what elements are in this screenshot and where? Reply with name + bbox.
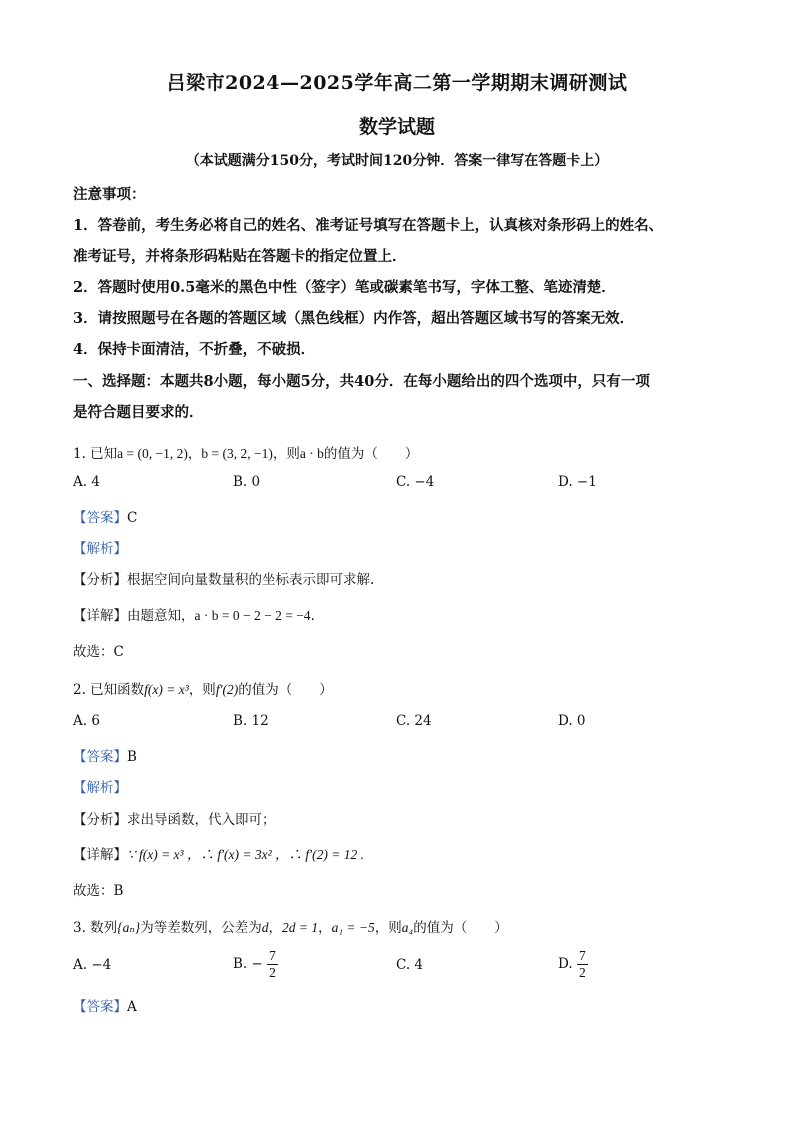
fenxi-tag: 【分析】 [73,812,127,828]
question-3-answer [73,995,137,1015]
fenxi-tag: 【分析】 [73,572,127,588]
exam-note: （本试题满分150分，考试时间120分钟．答案一律写在答题卡上） [185,153,609,169]
question-2-suffix: 的值为（ ） [238,682,333,698]
question-1-fenxi [73,568,374,588]
notice-item-1b: 准考证号，并将条形码粘贴在答题卡的指定位置上． [73,248,407,265]
question-3-suffix: 的值为（ ） [413,920,508,936]
question-3-d: d [261,920,269,935]
question-1-answer [73,506,137,526]
question-2-derivative: f′(2) [215,682,239,697]
question-3-mid-4: ，则 [374,920,402,936]
question-1-detail-math: a · b = 0 − 2 − 2 = −4 [194,608,311,623]
question-2-option-a: A. 6 [73,713,100,729]
notice-heading: 注意事项： [73,186,146,203]
question-3-mid-3: ， [318,920,332,936]
question-3-option-b [233,948,278,981]
question-1-analysis [73,537,127,557]
question-1-detail-suffix: . [310,608,315,624]
question-3-option-b-fraction [267,948,278,981]
question-3-option-d-fraction [577,948,588,981]
question-3-stem [73,916,508,936]
question-3-prefix: 3. 数列 [73,920,118,936]
question-1-option-c: C. −4 [396,474,435,490]
section-1-line-2: 是符合题目要求的． [73,404,204,421]
question-1-stem [73,442,418,462]
question-2-option-d: D. 0 [558,713,586,729]
fraction-numerator: 7 [269,948,276,963]
question-1-fenxi-text: 根据空间向量数量积的坐标表示即可求解. [127,572,375,588]
question-2-fenxi-text: 求出导函数，代入即可； [127,812,276,828]
question-2-analysis [73,776,127,796]
notice-item-4: 4．保持卡面清洁，不折叠，不破损． [73,341,316,358]
question-2-option-c: C. 24 [396,713,432,729]
question-2-fenxi [73,808,276,828]
question-1-suffix: 的值为（ ） [323,446,419,462]
section-1-line-1: 一、选择题：本题共8小题，每小题5分，共40分．在每小题给出的四个选项中，只有一项 [73,373,650,390]
question-1-option-a: A. 4 [73,474,100,490]
question-3-option-d [558,948,588,981]
question-3-mid-1: 为等差数列，公差为 [140,920,262,936]
question-2-detail [73,843,364,863]
question-3-condition-2: a₁ = −5 [331,920,375,935]
question-1-detail-prefix: 由题意知， [127,608,195,624]
question-2-answer [73,745,137,765]
question-1-mid: ，则 [272,446,300,462]
question-2-option-b: B. 12 [233,713,269,729]
detail-tag: 【详解】 [73,847,127,863]
exam-subtitle: 数学试题 [358,116,435,138]
question-3-option-c: C. 4 [396,957,424,973]
question-1-option-d: D. −1 [558,474,597,490]
question-1-choose: 故选：C [73,644,124,660]
answer-tag: 【答案】 [73,510,127,526]
question-2-answer-value: B [127,749,137,765]
notice-item-3: 3．请按照题号在各题的答题区域（黑色线框）内作答，超出答题区域书写的答案无效． [73,310,635,327]
fraction-numerator: 7 [578,948,586,963]
detail-tag: 【详解】 [73,608,127,624]
question-2-mid: ，则 [188,682,216,698]
question-2-function: f(x) = x³ [144,682,189,697]
question-3-target: a₄ [401,920,414,935]
question-1-vector-b: b = (3, 2, −1) [201,446,273,461]
question-2-detail-math: ∵ f(x) = x³ ，∴ f′(x) = 3x² ，∴ f′(2) = 12 . [127,847,364,862]
question-2-choose: 故选：B [73,883,124,899]
fraction-denominator: 2 [269,965,276,980]
notice-item-2: 2．答题时使用0.5毫米的黑色中性（签字）笔或碳素笔书写，字体工整、笔迹清楚． [73,279,616,296]
answer-tag: 【答案】 [73,999,127,1015]
question-1-prefix: 1. 已知 [73,446,118,462]
question-1-dot: a · b [299,446,324,461]
fraction-denominator: 2 [578,965,586,980]
exam-title: 吕梁市2024—2025学年高二第一学期期末调研测试 [166,72,628,94]
question-3-option-a: A. −4 [73,957,112,973]
answer-tag: 【答案】 [73,749,127,765]
question-3-option-b-label: B. − [233,956,263,972]
analysis-tag: 【解析】 [73,780,127,796]
question-3-condition-1: 2d = 1 [281,920,319,935]
question-2-stem [73,678,333,698]
question-3-mid-2: ， [268,920,282,936]
question-2-prefix: 2. 已知函数 [73,682,145,698]
question-3-option-d-label: D. [558,956,577,972]
question-1-sep: ， [187,446,202,462]
notice-item-1a: 1．答卷前，考生务必将自己的姓名、准考证号填写在答题卡上，认真核对条形码上的姓名、 [73,217,664,234]
analysis-tag: 【解析】 [73,541,127,557]
question-1-detail [73,604,315,624]
question-3-answer-value: A [127,999,137,1015]
question-1-option-b: B. 0 [233,474,261,490]
question-1-answer-value: C [127,510,138,526]
question-1-vector-a: a = (0, −1, 2) [117,446,188,461]
question-3-sequence: {aₙ} [117,920,141,935]
